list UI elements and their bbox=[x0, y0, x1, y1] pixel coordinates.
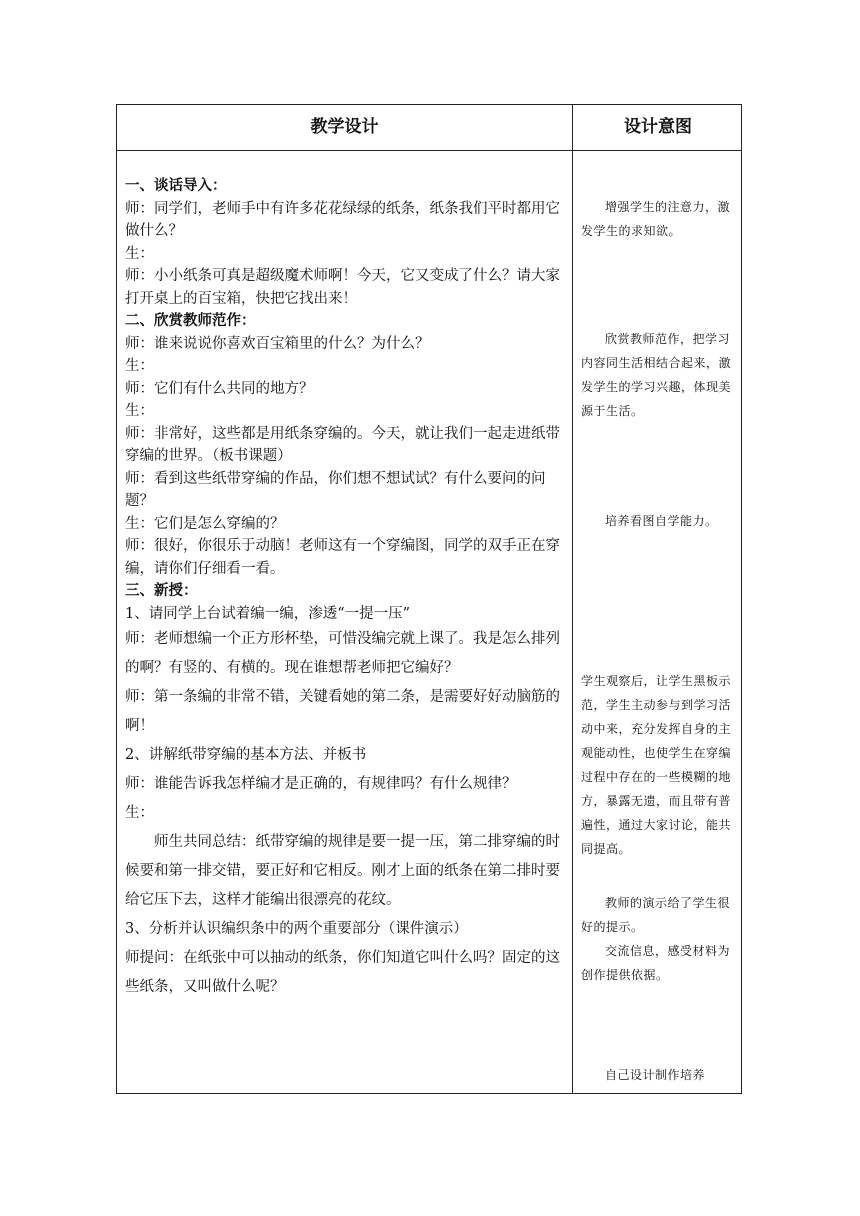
intent-note: 自己设计制作培养 bbox=[605, 1068, 706, 1082]
intent-note: 增强学生的注意力，激发学生的求知欲。 bbox=[581, 200, 731, 238]
lesson-plan-table bbox=[116, 104, 742, 1094]
header-teaching-design: 教学设计 bbox=[310, 117, 379, 137]
section-heading: 一、谈话导入： bbox=[125, 177, 227, 194]
header-design-intent: 设计意图 bbox=[624, 117, 692, 137]
dialogue-line: 生： bbox=[125, 805, 154, 821]
dialogue-line: 生： bbox=[125, 245, 154, 262]
dialogue-line: 师：它们有什么共同的地方？ bbox=[125, 380, 314, 397]
section-heading: 二、欣赏教师范作： bbox=[125, 312, 256, 329]
dialogue-line: 师：老师想编一个正方形杯垫，可惜没编完就上课了。我是怎么排列的啊？有竖的、有横的。现在谁想帮老师把它编好？ bbox=[125, 631, 560, 676]
subsection-heading: 2、讲解纸带穿编的基本方法、并板书 bbox=[125, 747, 367, 763]
intent-note: 学生观察后，让学生黑板示范，学生主动参与到学习活动中来，充分发挥自身的主观能动性，也使学生在穿编过程中存在的一些模糊的地方，暴露无遗，而且带有普遍性，通过大家讨论，能共同提高。 bbox=[581, 674, 732, 856]
intent-note: 培养看图自学能力。 bbox=[605, 514, 718, 528]
dialogue-line: 师：谁能告诉我怎样编才是正确的，有规律吗？有什么规律？ bbox=[125, 776, 517, 792]
intent-note: 欣赏教师范作，把学习内容同生活相结合起来，激发学生的学习兴趣，体现美源于生活。 bbox=[581, 332, 732, 418]
subsection-heading: 3、分析并认识编织条中的两个重要部分（课件演示） bbox=[125, 921, 468, 937]
dialogue-line: 师：小小纸条可真是超级魔术师啊！今天，它又变成了什么？请大家打开桌上的百宝箱，快把它找出来！ bbox=[125, 268, 560, 307]
dialogue-line: 生： bbox=[125, 403, 154, 419]
section-heading: 三、新授： bbox=[125, 582, 198, 599]
column-divider bbox=[572, 105, 573, 1093]
dialogue-line: 师：非常好，这些都是用纸条穿编的。今天，就让我们一起走进纸带穿编的世界。（板书课题） bbox=[125, 425, 560, 464]
intent-note: 教师的演示给了学生很好的提示。 bbox=[581, 896, 731, 934]
dialogue-line: 师：谁来说说你喜欢百宝箱里的什么？为什么？ bbox=[125, 335, 430, 352]
subsection-heading: 1、请同学上台试着编一编，渗透“一提一压” bbox=[125, 605, 411, 622]
dialogue-line: 生：它们是怎么穿编的？ bbox=[125, 515, 285, 532]
dialogue-line: 生： bbox=[125, 358, 154, 374]
dialogue-line: 师提问：在纸张中可以抽动的纸条，你们知道它叫什么吗？固定的这些纸条，又叫做什么呢？ bbox=[125, 950, 560, 995]
teaching-design-content bbox=[125, 175, 567, 1002]
dialogue-line: 师：看到这些纸带穿编的作品，你们想不想试试？有什么要问的问题？ bbox=[125, 470, 546, 509]
intent-note: 交流信息，感受材料为创作提供依据。 bbox=[581, 944, 731, 982]
dialogue-line: 师：第一条编的非常不错，关键看她的第二条，是需要好好动脑筋的啊！ bbox=[125, 689, 560, 734]
header-divider bbox=[117, 150, 741, 151]
dialogue-line: 师：很好，你很乐于动脑！老师这有一个穿编图，同学的双手正在穿编，请你们仔细看一看。 bbox=[125, 538, 560, 577]
summary-paragraph: 师生共同总结：纸带穿编的规律是要一提一压，第二排穿编的时候要和第一排交错，要正好和它相反。刚才上面的纸条在第二排时要给它压下去，这样才能编出很漂亮的花纹。 bbox=[125, 834, 560, 908]
dialogue-line: 师：同学们，老师手中有许多花花绿绿的纸条，纸条我们平时都用它做什么？ bbox=[125, 200, 560, 239]
